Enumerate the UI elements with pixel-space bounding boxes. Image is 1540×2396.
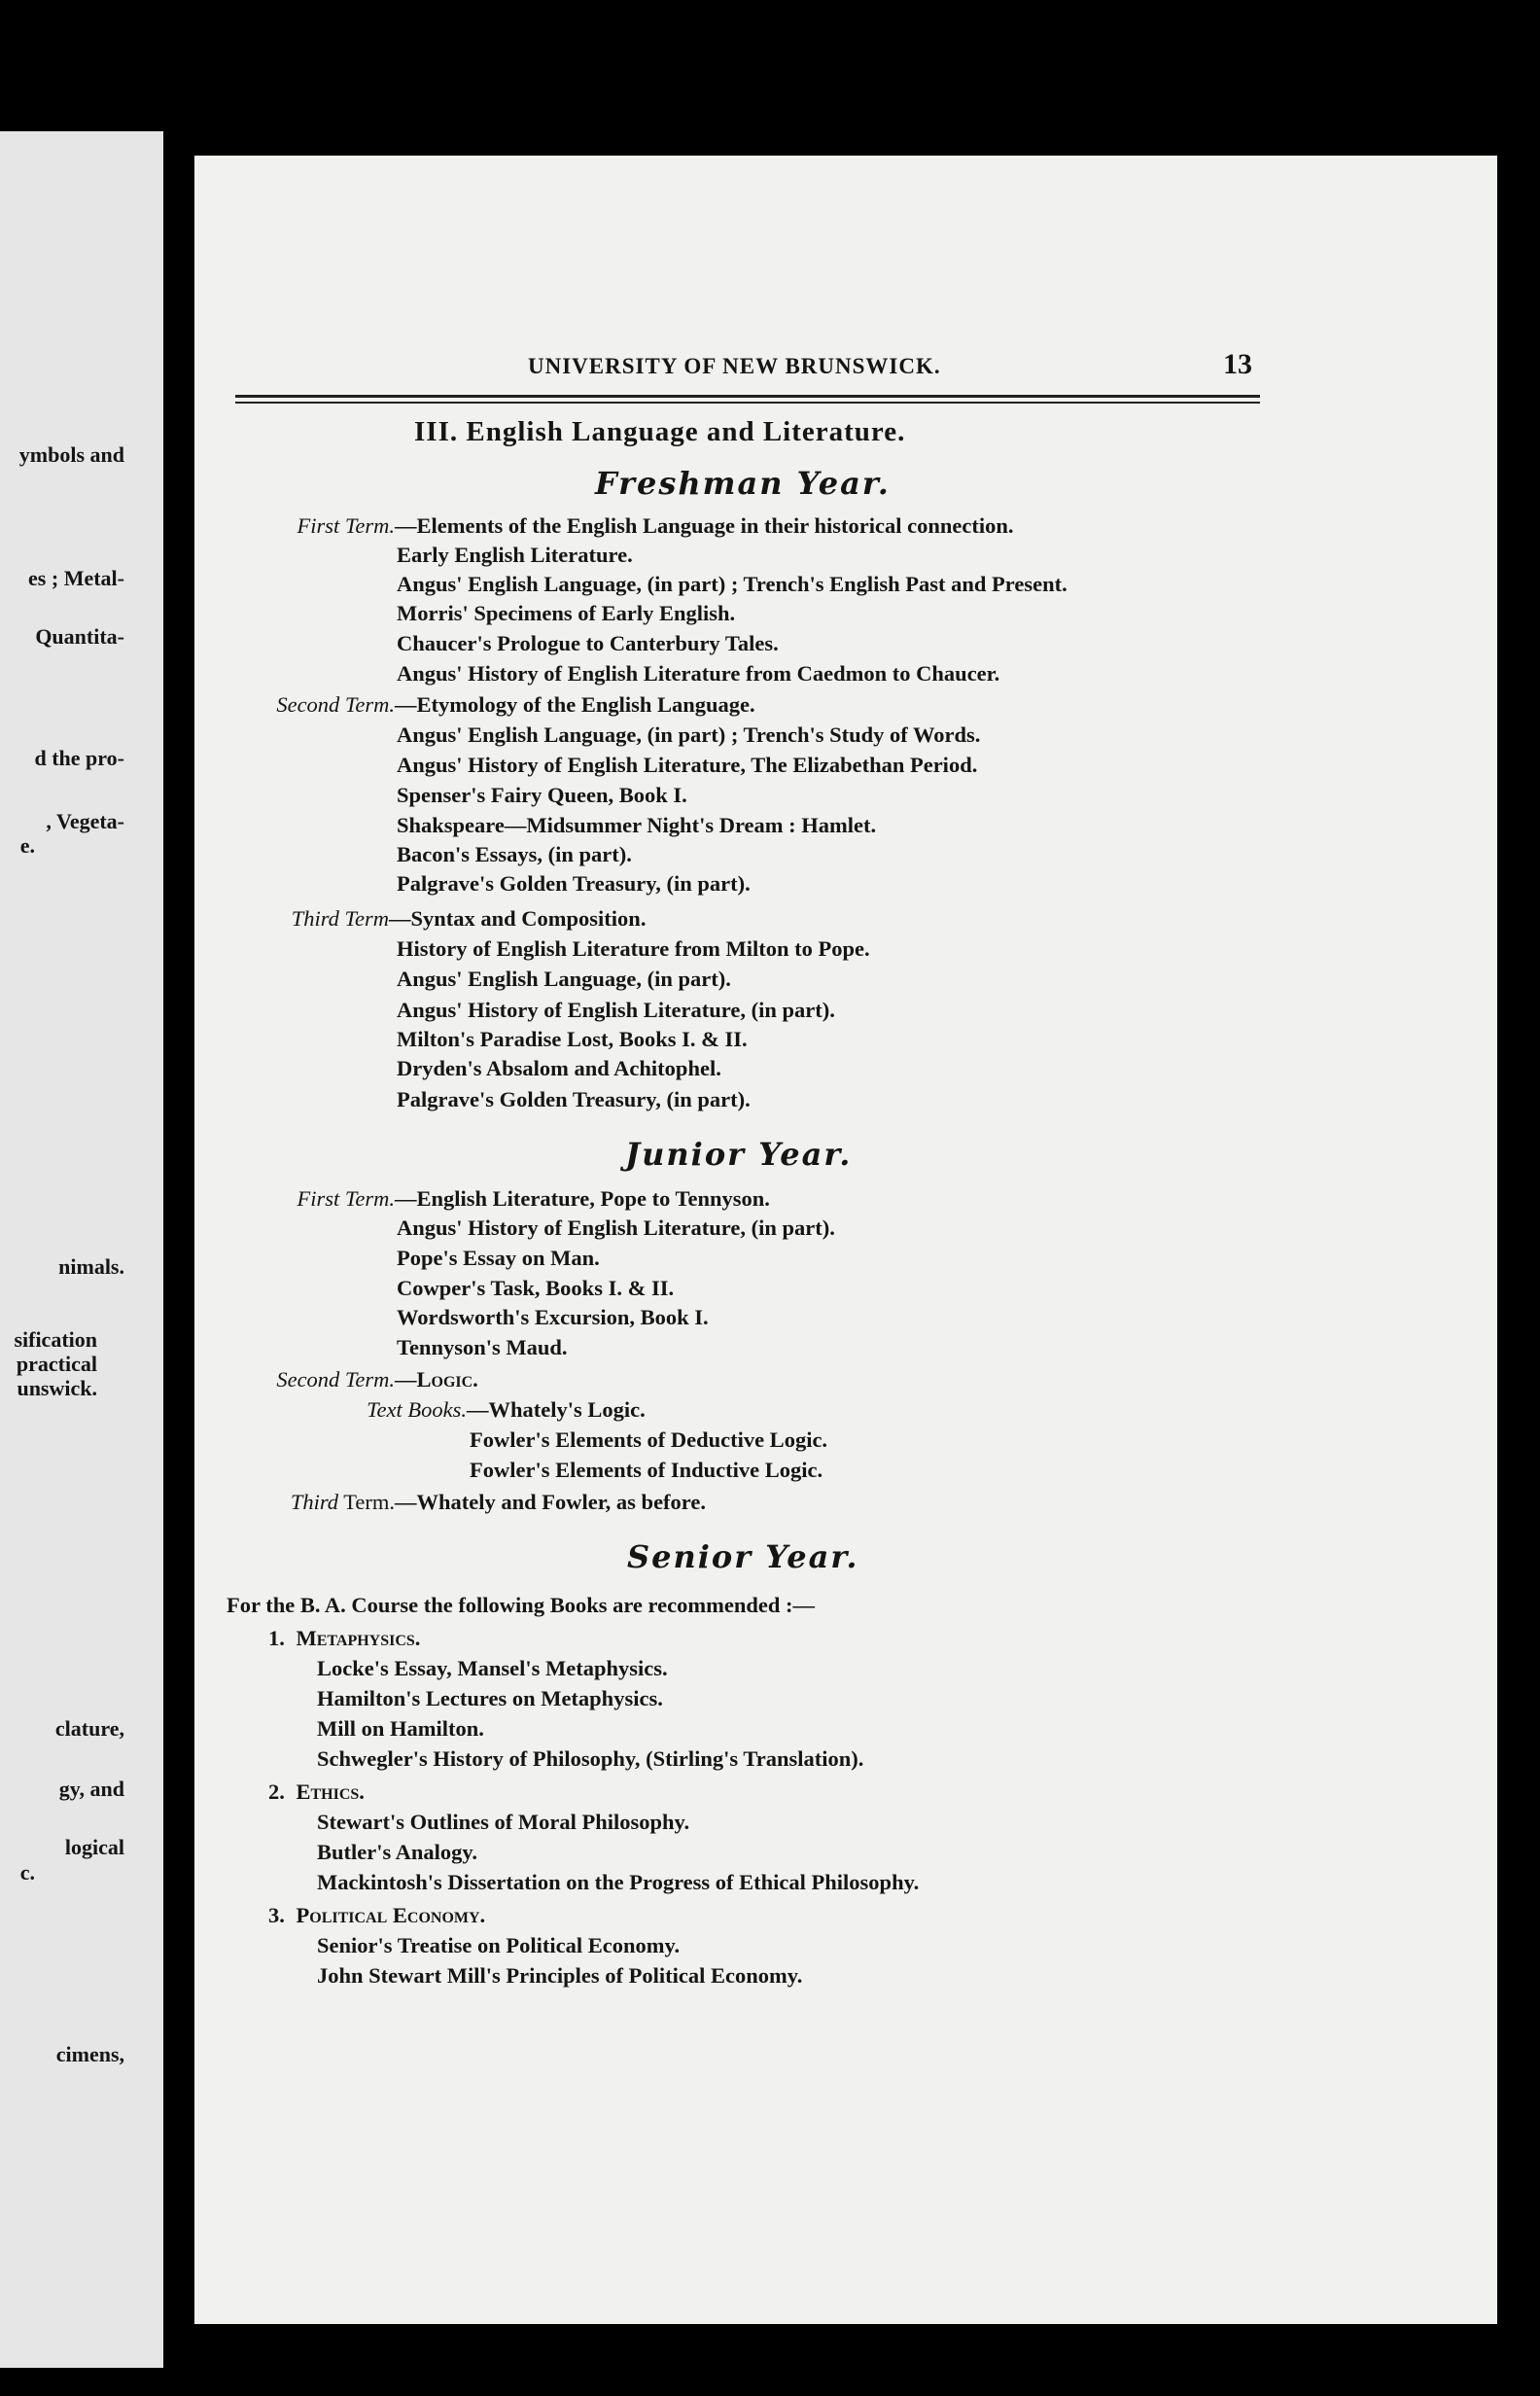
- senior-heading: Senior Year.: [627, 1538, 859, 1575]
- course-line: —English Literature, Pope to Tennyson.: [395, 1186, 770, 1211]
- course-line: Chaucer's Prologue to Canterbury Tales.: [397, 631, 779, 655]
- term-label: Second Term.: [276, 692, 395, 717]
- course-line: Early English Literature.: [397, 543, 633, 567]
- course-line: Angus' History of English Literature, (in part).: [397, 1216, 835, 1240]
- left-fragment: es ; Metal-: [28, 566, 124, 590]
- course-line: Angus' History of English Literature, (in part).: [397, 998, 835, 1022]
- term-label: Third Term: [291, 906, 389, 931]
- course-line: Palgrave's Golden Treasury, (in part).: [397, 1087, 751, 1111]
- group-title: Political Economy.: [296, 1903, 486, 1927]
- senior-group-heading: [268, 1779, 365, 1805]
- course-line: —Logic.: [395, 1367, 478, 1392]
- course-line: Pope's Essay on Man.: [397, 1246, 600, 1270]
- text-books-label: Text Books.: [367, 1397, 467, 1422]
- reading-item: Mackintosh's Dissertation on the Progress of Ethical Philosophy.: [317, 1870, 920, 1894]
- course-line: Fowler's Elements of Deductive Logic.: [470, 1427, 828, 1452]
- term-label: First Term.: [297, 1186, 395, 1211]
- freshman-heading: Freshman Year.: [595, 465, 891, 502]
- senior-group-heading: [268, 1903, 485, 1928]
- left-fragment: unswick.: [17, 1376, 97, 1400]
- course-line: Shakspeare—Midsummer Night's Dream : Hamlet.: [397, 813, 877, 837]
- left-fragment: , Vegeta-: [46, 809, 124, 833]
- reading-item: Stewart's Outlines of Moral Philosophy.: [317, 1810, 690, 1834]
- course-line: Spenser's Fairy Queen, Book I.: [397, 783, 687, 807]
- left-fragment: clature,: [54, 1716, 124, 1741]
- course-line: Milton's Paradise Lost, Books I. & II.: [397, 1027, 748, 1051]
- term-label: First Term.: [297, 513, 395, 538]
- course-line: —Whately and Fowler, as before.: [395, 1490, 706, 1514]
- course-line: —Elements of the English Language in their historical connection.: [395, 513, 1014, 538]
- term-label: Second Term.: [276, 1367, 395, 1392]
- left-fragment: logical: [64, 1835, 124, 1859]
- course-line: Morris' Specimens of Early English.: [397, 601, 736, 625]
- left-fragment: ymbols and: [18, 442, 124, 467]
- left-fragment: Quantita-: [35, 624, 124, 649]
- course-line: Angus' English Language, (in part) ; Trench's Study of Words.: [397, 722, 981, 747]
- running-title: UNIVERSITY OF NEW BRUNSWICK.: [528, 354, 941, 378]
- left-fragment: cimens,: [55, 2042, 124, 2066]
- junior-heading: Junior Year.: [625, 1136, 853, 1173]
- left-fragment: gy, and: [58, 1777, 124, 1801]
- reading-item: John Stewart Mill's Principles of Political Economy.: [317, 1963, 803, 1988]
- group-title: Ethics.: [296, 1779, 365, 1804]
- group-number: 2.: [268, 1779, 285, 1804]
- page: [194, 156, 1497, 2324]
- reading-item: Schwegler's History of Philosophy, (Stirling's Translation).: [317, 1746, 864, 1771]
- course-line: —Whately's Logic.: [467, 1397, 646, 1422]
- header-rule: [235, 395, 1260, 398]
- course-line: Palgrave's Golden Treasury, (in part).: [397, 871, 751, 896]
- course-line: Bacon's Essays, (in part).: [397, 842, 632, 866]
- group-title: Metaphysics.: [296, 1626, 421, 1650]
- course-line: Angus' History of English Literature, The Elizabethan Period.: [397, 753, 978, 777]
- course-line: Angus' History of English Literature from Caedmon to Chaucer.: [397, 661, 1000, 686]
- course-line: Tennyson's Maud.: [397, 1335, 568, 1359]
- course-line: Cowper's Task, Books I. & II.: [397, 1276, 675, 1300]
- term-label: Third Term.: [290, 1490, 395, 1514]
- left-fragment: sification: [14, 1327, 97, 1352]
- reading-item: Butler's Analogy.: [317, 1840, 478, 1864]
- course-line: History of English Literature from Milton to Pope.: [397, 936, 870, 961]
- course-line: —Etymology of the English Language.: [395, 692, 755, 717]
- left-fragment: practical: [16, 1352, 97, 1376]
- reading-item: Senior's Treatise on Political Economy.: [317, 1933, 681, 1957]
- header-rule: [235, 402, 1260, 404]
- reading-item: Hamilton's Lectures on Metaphysics.: [317, 1686, 663, 1710]
- reading-item: Locke's Essay, Mansel's Metaphysics.: [317, 1656, 668, 1680]
- group-number: 3.: [268, 1903, 285, 1927]
- reading-item: Mill on Hamilton.: [317, 1716, 484, 1741]
- left-page: [0, 131, 163, 2368]
- course-line: —Syntax and Composition.: [389, 906, 647, 931]
- left-fragment: nimals.: [58, 1254, 124, 1279]
- course-line: Wordsworth's Excursion, Book I.: [397, 1305, 709, 1329]
- left-fragment: c.: [19, 1860, 35, 1885]
- course-line: Dryden's Absalom and Achitophel.: [397, 1056, 721, 1080]
- course-line: Angus' English Language, (in part).: [397, 967, 731, 991]
- left-fragment: e.: [19, 833, 35, 858]
- left-fragment: d the pro-: [34, 746, 124, 770]
- section-title: III. English Language and Literature.: [414, 416, 906, 447]
- senior-intro: For the B. A. Course the following Books are recommended :—: [227, 1593, 815, 1617]
- course-line: Angus' English Language, (in part) ; Trench's English Past and Present.: [397, 572, 1068, 596]
- page-number: 13: [1223, 348, 1252, 380]
- course-line: Fowler's Elements of Inductive Logic.: [470, 1458, 823, 1482]
- group-number: 1.: [268, 1626, 285, 1650]
- senior-group-heading: [268, 1626, 420, 1651]
